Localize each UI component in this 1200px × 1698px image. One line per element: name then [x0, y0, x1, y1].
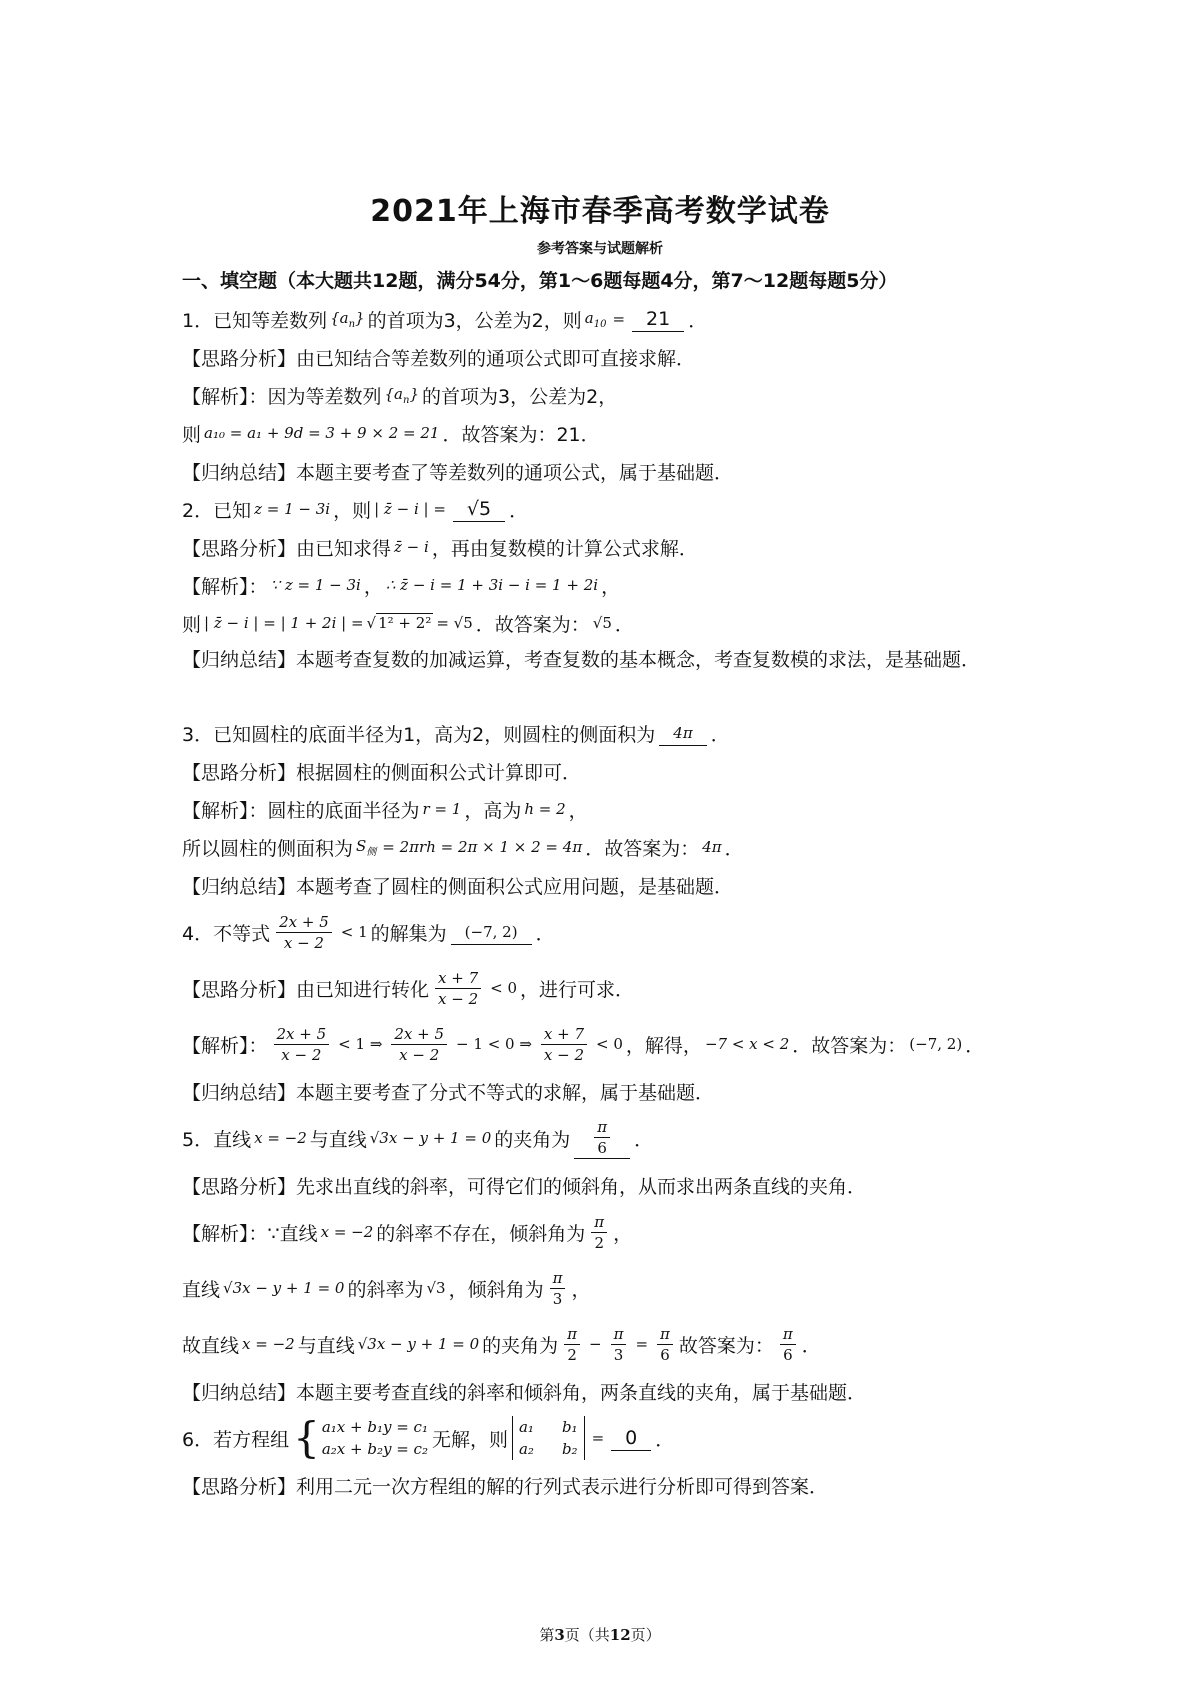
q1-summary: 【归纳总结】本题主要考查了等差数列的通项公式，属于基础题．: [182, 461, 734, 484]
q2-stem: 2．已知 z = 1 − 3i ，则 | z̄ − i | = √5 ．: [182, 497, 529, 522]
determinant: a₁ b₁ a₂ b₂: [512, 1416, 585, 1460]
equation-system: { a₁x + b₁y = c₁ a₂x + b₂y = c₂: [293, 1413, 428, 1462]
q1-solution: 【解析】：因为等差数列 $\{a_n\}$ 的首项为3，公差为2，: [182, 384, 618, 408]
q4-analysis: 【思路分析】由已知进行转化 $\frac{x + 7}{x - 2}$ < 0 ，进行可求．: [182, 968, 635, 1008]
q4-stem: 4．不等式 $\frac{2x + 5}{x - 2}$ < 1 的解集为 (−7, 2) ．: [182, 912, 555, 952]
q2-analysis: 【思路分析】由已知求得 z̄ − i ，再由复数模的计算公式求解．: [182, 537, 698, 560]
q4-answer: (−7, 2): [451, 920, 532, 945]
q3-stem: 3．已知圆柱的底面半径为1，高为2，则圆柱的侧面积为 4π ．: [182, 714, 1042, 752]
q6-stem: 6．若方程组 { a₁x + b₁y = c₁ a₂x + b₂y = c₂ 无解，则 a₁ b₁ a₂ b₂ = 0 ．: [182, 1413, 675, 1462]
q6-analysis: 【思路分析】利用二元一次方程组的解的行列式表示进行分析即可得到答案．: [182, 1475, 829, 1498]
q2-solution: 【解析】： ∵ z = 1 − 3i ， ∴ z̄ − i = 1 + 3i − i = 1 + 2i ，: [182, 575, 621, 598]
q1-stem: 1．已知等差数列 $\{a_n\}$ 的首项为3，公差为2，则 $a_{10}$ = 21 ．: [182, 307, 708, 332]
q5-analysis: 【思路分析】先求出直线的斜率，可得它们的倾斜角，从而求出两条直线的夹角．: [182, 1175, 867, 1198]
q4-summary: 【归纳总结】本题主要考查了分式不等式的求解，属于基础题．: [182, 1081, 715, 1104]
page-title: 2021年上海市春季高考数学试卷: [370, 194, 830, 229]
q6-answer: 0: [611, 1426, 651, 1451]
q2-answer: √5: [453, 497, 505, 522]
q1-answer: 21: [632, 307, 684, 332]
page-footer: 第3页（共12页）: [539, 1626, 661, 1644]
q5-answer: $\frac{\pi}{6}$: [574, 1117, 630, 1159]
content: [182, 300, 1042, 1504]
q1-solution-2: 则 a₁₀ = a₁ + 9d = 3 + 9 × 2 = 21 ．故答案为：21．: [182, 423, 600, 446]
q5-solution-1: 【解析】：∵直线 x = −2 的斜率不存在，倾斜角为 $\frac{\pi}{2}$ ，: [182, 1212, 633, 1252]
q1-analysis: 【思路分析】由已知结合等差数列的通项公式即可直接求解．: [182, 347, 696, 370]
q2-solution-2: 则 | z̄ − i | = | 1 + 2i | = √ 1² + 2² = √5 ．故答案为： √5 ．: [182, 613, 634, 636]
q3-answer: 4π: [659, 721, 706, 746]
q3-analysis: 【思路分析】根据圆柱的侧面积公式计算即可．: [182, 761, 582, 784]
q3-solution-2: 所以圆柱的侧面积为 $S_侧$ = 2πrh = 2π × 1 × 2 = 4π ．故答案为： 4π ．: [182, 836, 744, 860]
q5-solution-3: 故直线 x = −2 与直线 √3x − y + 1 = 0 的夹角为 $\frac{\pi}{2}$ − $\frac{\pi}{3}$ = $\frac{\pi}{6}$ 故答案为： $\frac{\pi}{6}$ ．: [182, 1324, 821, 1364]
q3-solution: 【解析】：圆柱的底面半径为 r = 1 ，高为 h = 2 ，: [182, 799, 588, 822]
q5-solution-2: 直线 √3x − y + 1 = 0 的斜率为 √3 ，倾斜角为 $\frac{\pi}{3}$ ，: [182, 1268, 591, 1308]
page-subtitle: 参考答案与试题解析: [537, 241, 663, 257]
section-heading: 一、填空题（本大题共12题，满分54分，第1～6题每题4分，第7～12题每题5分）: [182, 270, 898, 292]
q4-solution: 【解析】： $\frac{2x + 5}{x - 2}$ < 1 ⇒ $\frac{2x + 5}{x - 2}$ − 1 < 0 ⇒ $\frac{x + 7}{x - 2}$ < 0 ，解得， −7 < x < 2 ．故答案为： (−7, 2) ．: [182, 1024, 985, 1064]
q3-summary: 【归纳总结】本题考查了圆柱的侧面积公式应用问题，是基础题．: [182, 875, 734, 898]
q5-summary: 【归纳总结】本题主要考查直线的斜率和倾斜角，两条直线的夹角，属于基础题．: [182, 1381, 867, 1404]
q2-summary: 【归纳总结】本题考查复数的加减运算，考查复数的基本概念，考查复数模的求法，是基础题．: [182, 649, 981, 671]
q5-stem: 5．直线 x = −2 与直线 √3x − y + 1 = 0 的夹角为 $\frac{\pi}{6}$ ．: [182, 1118, 654, 1157]
